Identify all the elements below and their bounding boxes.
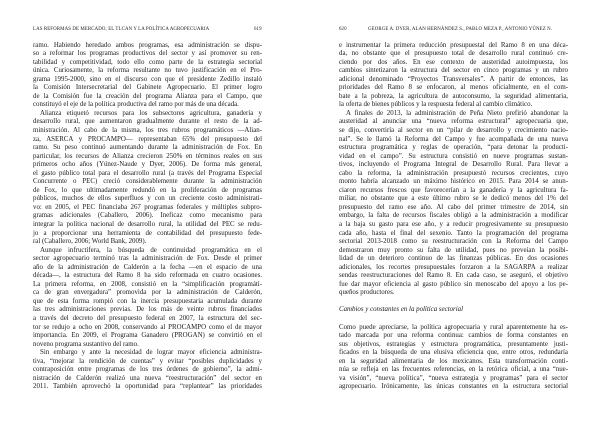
text-line: da, no obstante que el presupuesto total de desarrollo rural continuó cre-: [339, 50, 568, 58]
text-line: ral (Caballero, 2006; World Bank, 2009).: [33, 238, 147, 246]
text-line: contraposición entre programas de los tres órdenes de gobierno”, la admi-: [33, 366, 262, 374]
text-line: nal”. Se le llamó la Reforma del Campo y fue acompañada de una nueva: [339, 135, 568, 143]
text-line: integrar la política nacional de desarrollo rural, la utilidad del PEC se redu-: [33, 220, 262, 228]
section-heading: [339, 306, 568, 315]
text-line: bate a la pobreza, la agricultura de autoconsumo, la seguridad alimentaria,: [339, 92, 568, 100]
text-line: sector agropecuario terminó tras la administración de Fox. Desde el primer: [33, 255, 262, 263]
text-line: en la seguridad alimentaria de los mexicanos. Esta transformación conti-: [339, 357, 568, 365]
paragraph: [33, 42, 262, 110]
text-line: Concurrente o PEC) creció considerablemente durante la administración: [33, 178, 262, 186]
text-line: ciendo por dos años. En ese contexto de austeridad autoimpuesta, los: [339, 58, 568, 66]
page-number: 620: [339, 27, 347, 32]
text-line: particular, los recursos de Alianza crecieron 250% en términos reales en sus: [33, 152, 262, 160]
text-line: queños productores.: [339, 289, 395, 297]
text-line: se dijo, convertiría al sector en un “pilar de desarrollo y crecimiento nacio-: [339, 126, 568, 134]
section-heading-text: Cambios y constantes en la política sectorial: [339, 306, 464, 314]
text-line: ciaron recursos frescos que favorecerían a la ganadería y la agricultura fa-: [339, 186, 568, 194]
text-line: tado marcada por una reforma continua: cambios de forma constantes en: [339, 332, 568, 340]
text-line: ca de gran envergadura” promovida por la administración de Calderón,: [33, 289, 262, 297]
page-body-text: [339, 42, 568, 392]
text-line: la oferta de bienes públicos y la respuesta federal al cambio climático.: [339, 101, 533, 109]
text-line: noveno programa sustantivo del ramo.: [33, 340, 139, 348]
text-line: gramas adicionales (Caballero, 2006). Ineficaz como mecanismo para: [33, 212, 262, 220]
text-line: grama 1995-2000, sino en el discurso con que el presidente Zedillo instaló: [33, 75, 262, 83]
text-line: ramo. Habiendo heredado ambos programas, esa administración se dispu-: [33, 41, 262, 49]
paragraph: [339, 324, 568, 392]
text-line: la Comisión Intersecretarial del Gabinete Agropecuario. El primer logro: [33, 84, 262, 92]
text-line: Aunque infructífera, la búsqueda de continuidad programática en el: [40, 246, 262, 254]
text-line: las tres administraciones previas. De los más de veinte rubros financiados: [33, 306, 262, 314]
text-line: tiva, “mejorar la rendición de cuentas” y evitar “posibles duplicidades y: [33, 357, 262, 365]
text-line: agropecuario. Irónicamente, las únicas constantes en la estructura sectorial: [339, 383, 568, 391]
text-line: única. Curiosamente, la reforma resultante no tuvo justificación en el Pro-: [33, 67, 262, 75]
text-line: que de esta forma rompió con la inercia presupuestaria acumulada durante: [33, 297, 262, 305]
text-line: década—, la estructura del Ramo 8 ha sido reformada en cuatro ocasiones.: [33, 272, 262, 280]
text-line: za, ASERCA y PROCAMPO— representaban 65% del presupuesto del: [33, 135, 262, 143]
text-line: so a reformar los programas productivos del sector y así promover su ren-: [33, 50, 262, 58]
text-line: tor se redujo a ocho en 2008, conservando al PROCAMPO como el de mayor: [33, 323, 262, 331]
text-line: miliar, no obstante que a este último rubro se le dedicó menos del 1% del: [339, 195, 568, 203]
text-line: 2011. También aprovechó la oportunidad para “replantear” las prioridades: [33, 383, 262, 391]
text-line: cabo la reforma, la administración presupuestó recursos crecientes, cuyo: [339, 169, 568, 177]
text-line: A finales de 2013, la administración de Peña Nieto prefirió abandonar la: [346, 109, 568, 117]
text-line: constituyó el eje de la política productiva del ramo por más de una década.: [33, 101, 239, 109]
paragraph: [339, 42, 568, 110]
text-line: Sin embargo y ante la necesidad de lograr mayor eficiencia administra-: [40, 349, 262, 357]
paragraph: [339, 110, 568, 298]
text-line: públicos, muchos de ellos superfluos y con un creciente costo administrati-: [33, 195, 262, 203]
page-number: 619: [254, 27, 262, 32]
text-line: tivos, incluyendo el Programa Integral de Desarrollo Rural. Para llevar a: [339, 161, 568, 169]
text-line: presupuesto del ramo ese año. Al cabo del primer trimestre de 2014, sin: [339, 203, 568, 211]
text-line: sectorial 2013-2018 como su reestructuración con la Reforma del Campo: [339, 238, 568, 246]
text-line: nistración de Calderón realizó una nueva “reestructuración” del sector en: [33, 374, 262, 382]
text-line: Como puede apreciarse, la política agropecuaria y rural aparentemente ha es-: [339, 323, 568, 331]
right-page: [300, 0, 600, 431]
text-line: núa se refleja en las frecuentes referencias, en la retórica oficial, a una “nue-: [339, 366, 568, 374]
text-line: adicional denominado “Proyectos Transversales”. A partir de entonces, las: [339, 75, 568, 83]
text-line: a través del decreto del presupuesto federal en 2007, la estructura del sec-: [33, 315, 262, 322]
text-line: estructura programática y reglas de operación, “para detonar la producti-: [339, 144, 568, 152]
paragraph: [33, 247, 262, 350]
text-line: el gasto público total para el desarrollo rural (a través del Programa Especial: [33, 169, 262, 177]
text-line: cambios sintetizaron la estructura del sector en cinco programas y un rubro: [339, 67, 568, 75]
text-line: prioridades del Ramo 8 se enfocaron, al menos oficialmente, en el com-: [339, 84, 568, 92]
text-line: fue dar mayor eficiencia al gasto público sin menoscabo del apoyo a los pe-: [339, 280, 568, 288]
text-line: tabilidad y competitividad, todo ello como parte de la estrategia sectorial: [33, 58, 262, 66]
text-line: austeridad al anunciar una “nueva reforma estructural” agropecuaria que,: [339, 118, 568, 126]
text-line: desarrollo rural, que aumentaron gradualmente durante el resto de la ad-: [33, 118, 262, 126]
text-line: ministración. Al cabo de la misma, los tres rubros programáticos —Alian-: [33, 126, 262, 134]
text-line: La primera reforma, en 2008, consistió en la “simplificación programáti-: [33, 280, 262, 288]
text-line: lidad de un deterioro continuo de las finanzas públicas. En dos ocasiones: [339, 255, 568, 263]
text-line: adicionales, los recortes presupuestales forzaron a la SAGARPA a realizar: [339, 263, 568, 271]
text-line: e instrumentar la primera reducción presupuestal del Ramo 8 en una déca-: [339, 41, 568, 49]
text-line: monto habría alcanzado un máximo histórico en 2015. Para 2014 se anun-: [339, 178, 568, 186]
paragraph: [33, 349, 262, 392]
text-line: vo: en 2005, el PEC financiaba 267 programas federales y múltiples subpro-: [33, 203, 262, 211]
running-header-title: GEORGE A. DYER, ALAN HERNÁNDEZ S., PABLO MEZA P., ANTONIO YÚNEZ N.: [368, 27, 553, 32]
running-header-title: LAS REFORMAS DE MERCADO, EL TLCAN Y LA POLÍTICA AGROPECUARIA: [33, 27, 210, 32]
text-line: importancia. En 2009, el Programa Ganadero (PROGAN) se convirtió en el: [33, 332, 262, 340]
text-line: vidad en el campo”. Su estructura consistió en nueve programas sustan-: [339, 152, 568, 160]
text-line: primeros ocho años (Yúnez-Naude y Dyer, 2006). De forma más general,: [33, 161, 262, 169]
page-body-text: [33, 42, 262, 392]
text-line: sus objetivos, estrategias y estructura programática, presuntamente justi-: [339, 340, 568, 348]
paragraph: [33, 110, 262, 247]
text-line: a la baja su gasto para ese año, y a reducir progresivamente su presupuesto: [339, 220, 568, 228]
text-line: va visión”, “nueva política”, “nueva estrategia y programas” para el sector: [339, 374, 568, 382]
text-line: sendas reestructuraciones del Ramo 8. En cada caso, se aseguró, el objetivo: [339, 272, 568, 280]
text-line: de Fox, lo que ultimadamente redundó en la proliferación de programas: [33, 186, 262, 194]
text-line: año de la administración de Calderón a la fecha —en el espacio de una: [33, 263, 262, 271]
text-line: embargo, la falta de recursos fiscales obligó a la administración a modificar: [339, 212, 568, 220]
text-line: ramo. Su peso continuó aumentando durante la administración de Fox. En: [33, 144, 262, 152]
text-line: Alianza etiquetó recursos para los subsectores agricultura, ganadería y: [40, 109, 262, 117]
text-line: ficados en la búsqueda de una elusiva eficiencia que, entre otros, redundaría: [339, 349, 568, 357]
text-line: demostraron muy pronto su falta de utilidad, pues no preveían la posibi-: [339, 246, 568, 254]
text-line: cada año, hasta el final del sexenio. Tanto la programación del programa: [339, 229, 568, 237]
text-line: de la Comisión fue la creación del programa Alianza para el Campo, que: [33, 92, 262, 100]
text-line: jo a proporcionar una herramienta de contabilidad del presupuesto fede-: [33, 229, 262, 237]
